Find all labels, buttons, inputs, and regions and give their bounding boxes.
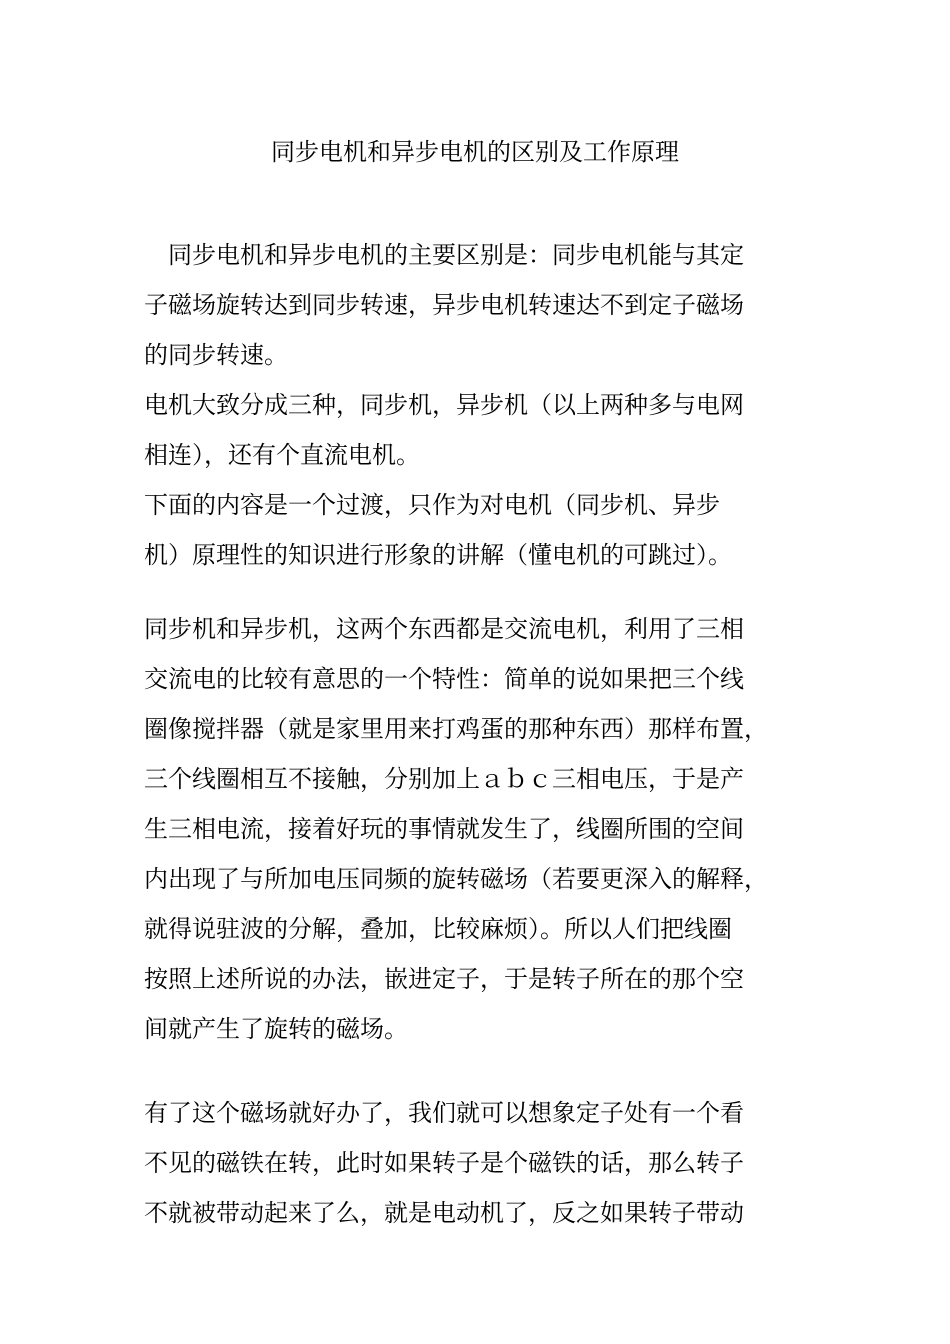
text-line: 交流电的比较有意思的一个特性：简单的说如果把三个线: [144, 665, 744, 693]
text-line: 相连），还有个直流电机。: [144, 441, 420, 469]
text-line: 有了这个磁场就好办了，我们就可以想象定子处有一个看: [144, 1099, 744, 1127]
text-line: 不就被带动起来了么，就是电动机了，反之如果转子带动: [144, 1199, 744, 1227]
paragraph-motor-types: [144, 380, 804, 480]
text-line: 电机大致分成三种，同步机，异步机（以上两种多与电网: [144, 391, 744, 419]
text-line: 生三相电流，接着好玩的事情就发生了，线圈所围的空间: [144, 815, 744, 843]
text-line: 就得说驻波的分解，叠加，比较麻烦）。所以人们把线圈: [144, 915, 732, 943]
text-line: 子磁场旋转达到同步转速，异步电机转速达不到定子磁场: [144, 291, 744, 319]
document-body: [144, 230, 804, 1238]
paragraph-spacer: [144, 1054, 804, 1088]
text-line: 内出现了与所加电压同频的旋转磁场（若要更深入的解释，: [144, 865, 768, 893]
text-line: 同步机和异步机，这两个东西都是交流电机，利用了三相: [144, 615, 744, 643]
paragraph-spacer: [144, 580, 804, 604]
text-line: 机）原理性的知识进行形象的讲解（懂电机的可跳过）。: [144, 541, 732, 569]
text-line: 同步电机和异步电机的主要区别是：同步电机能与其定: [144, 241, 744, 269]
text-line: 间就产生了旋转的磁场。: [144, 1015, 408, 1043]
text-line: 下面的内容是一个过渡，只作为对电机（同步机、异步: [144, 491, 720, 519]
text-line: 圈像搅拌器（就是家里用来打鸡蛋的那种东西）那样布置，: [144, 715, 768, 743]
paragraph-transition-note: [144, 480, 804, 580]
paragraph-invisible-magnet: [144, 1088, 804, 1238]
text-line: 不见的磁铁在转，此时如果转子是个磁铁的话，那么转子: [144, 1149, 744, 1177]
text-line: 按照上述所说的办法，嵌进定子，于是转子所在的那个空: [144, 965, 744, 993]
paragraph-main-difference: [144, 230, 804, 380]
document-title: 同步电机和异步电机的区别及工作原理: [271, 138, 679, 166]
text-line: 三个线圈相互不接触，分别加上ａｂｃ三相电压，于是产: [144, 765, 744, 793]
text-line: 的同步转速。: [144, 341, 288, 369]
paragraph-rotating-field: [144, 604, 804, 1054]
